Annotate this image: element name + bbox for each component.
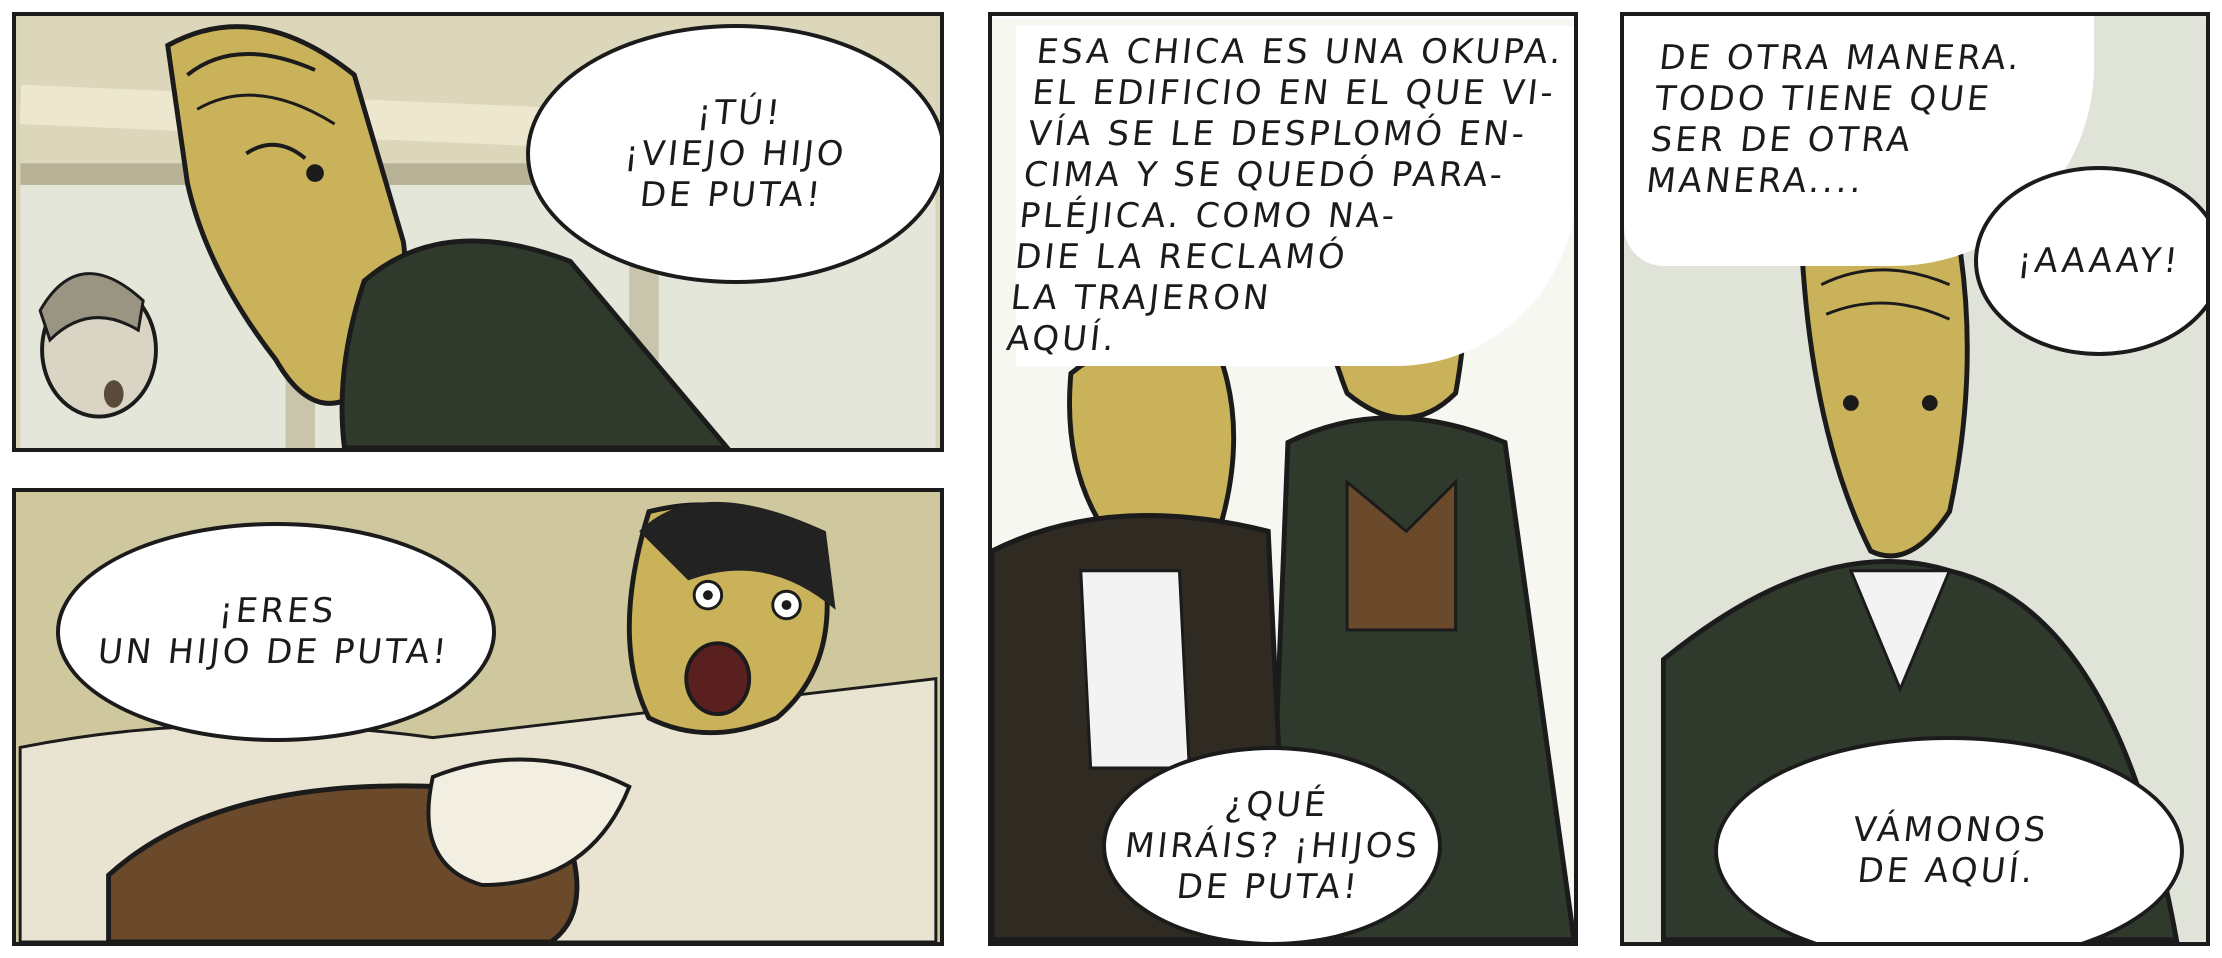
speech-bubble-3-bottom bbox=[1102, 746, 1442, 946]
speech-text-4-bottom: VÁMONOS DE AQUÍ. bbox=[1851, 810, 2051, 891]
panel-4 bbox=[1620, 12, 2210, 946]
speech-bubble-4-cry bbox=[1974, 166, 2210, 356]
speech-bubble-1 bbox=[526, 24, 944, 284]
panel-1 bbox=[12, 12, 944, 452]
speech-block-3-top bbox=[1004, 26, 1576, 366]
speech-text-3-top: ESA CHICA ES UNA OKUPA. EL EDIFICIO EN EL QUE VI- VÍA SE LE DESPLOMÓ EN- CIMA Y SE QUEDÓ PARA- PLÉJICA. COMO NA- DIE LA RECLAMÓ LA TRAJERON AQUÍ. bbox=[1004, 32, 1566, 359]
speech-text-2: ¡ERES UN HIJO DE PUTA! bbox=[96, 591, 452, 672]
speech-text-4-top: DE OTRA MANERA. TODO TIENE QUE SER DE OTRA MANERA.... bbox=[1644, 38, 2025, 201]
speech-text-1: ¡TÚ! ¡VIEJO HIJO DE PUTA! bbox=[623, 92, 849, 215]
speech-text-3-bottom: ¿QUÉ MIRÁIS? ¡HIJOS DE PUTA! bbox=[1122, 784, 1422, 907]
speech-text-4-cry: ¡AAAAY! bbox=[2015, 240, 2183, 281]
panel-3 bbox=[988, 12, 1578, 946]
panel-2 bbox=[12, 488, 944, 946]
speech-bubble-2 bbox=[56, 522, 496, 742]
